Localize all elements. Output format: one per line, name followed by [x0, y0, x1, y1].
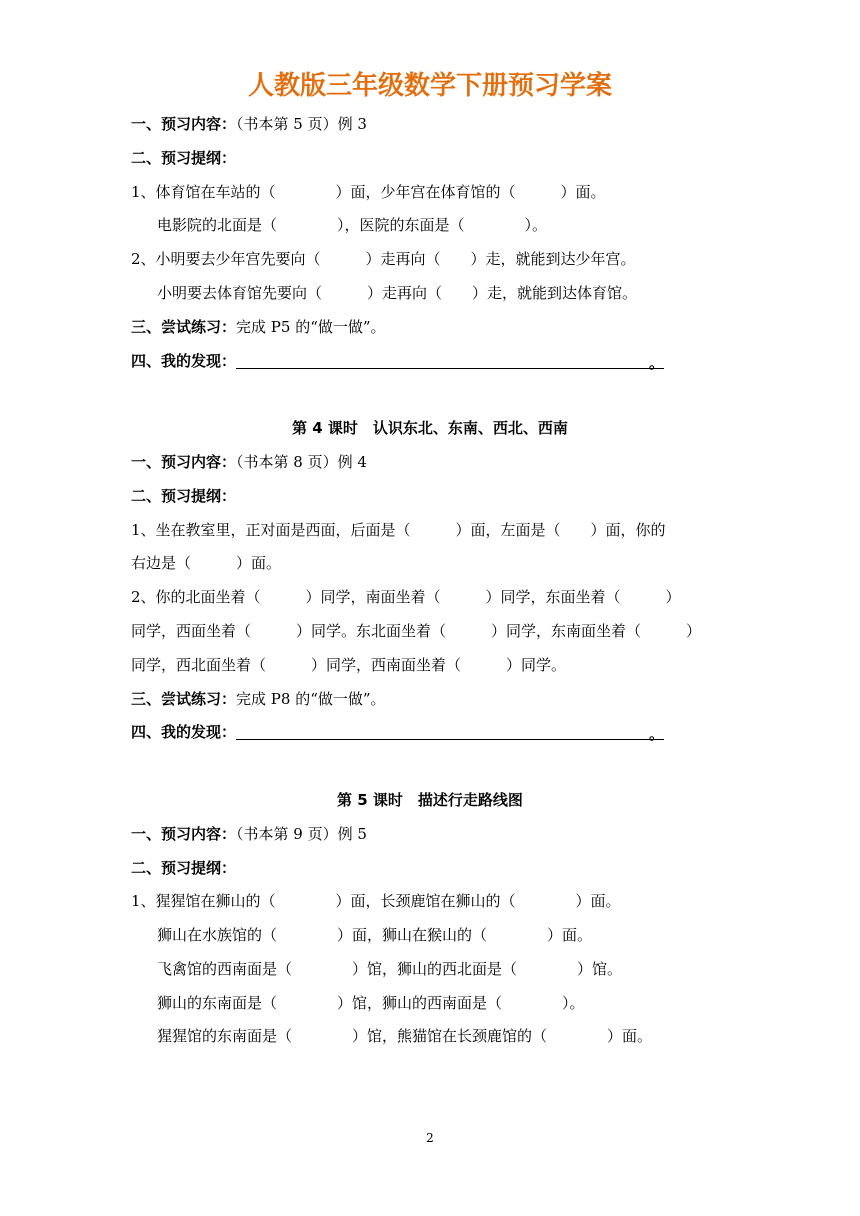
question-line: 2、小明要去少年宫先要向（ ）走再向（ ）走，就能到达少年宫。: [131, 250, 636, 268]
question-line: 飞禽馆的西南面是（ ）馆，狮山的西北面是（ ）馆。: [157, 960, 623, 978]
practice-label: 三、尝试练习：: [131, 318, 237, 336]
question-line: 电影院的北面是（ ），医院的东面是（ ）。: [157, 216, 548, 234]
discovery-line: [131, 349, 746, 373]
practice-text: 完成 P8 的“做一做”。: [236, 690, 386, 708]
preview-content-label: 一、预习内容：: [131, 115, 237, 133]
discovery-answer-blank[interactable]: [236, 720, 665, 743]
page-title: 人教版三年级数学下册预习学案: [247, 71, 612, 101]
question-line: 1、猩猩馆在狮山的（ ）面，长颈鹿馆在狮山的（ ）面。: [131, 892, 621, 910]
preview-outline-label: 二、预习提纲：: [131, 859, 237, 877]
discovery-label: 四、我的发现：: [131, 352, 237, 370]
discovery-line: [131, 720, 746, 744]
preview-content-text: （书本第 9 页）例 5: [236, 825, 367, 843]
discovery-answer-blank[interactable]: [236, 349, 665, 372]
question-line: 2、你的北面坐着（ ）同学，南面坐着（ ）同学，东面坐着（ ）: [131, 588, 681, 606]
preview-outline-label: 二、预习提纲：: [131, 149, 237, 167]
discovery-label: 四、我的发现：: [131, 723, 237, 741]
preview-outline-label: 二、预习提纲：: [131, 487, 237, 505]
lesson-title: 第 4 课时 认识东北、东南、西北、西南: [292, 419, 568, 437]
preview-content-label: 一、预习内容：: [131, 453, 237, 471]
question-line: 狮山在水族馆的（ ）面，狮山在猴山的（ ）面。: [157, 926, 593, 944]
question-line: 右边是（ ）面。: [131, 554, 282, 572]
preview-content-line: [131, 822, 746, 846]
discovery-period: 。: [649, 354, 665, 372]
question-line: 1、坐在教室里，正对面是西面，后面是（ ）面，左面是（ ）面，你的: [131, 521, 666, 539]
practice-line: [131, 687, 746, 711]
practice-line: [131, 315, 746, 339]
discovery-period: 。: [649, 725, 665, 743]
lesson-title: 第 5 课时 描述行走路线图: [337, 791, 523, 809]
preview-content-line: [131, 450, 746, 474]
question-line: 同学，西北面坐着（ ）同学，西南面坐着（ ）同学。: [131, 656, 567, 674]
question-line: 小明要去体育馆先要向（ ）走再向（ ）走，就能到达体育馆。: [157, 284, 638, 302]
practice-text: 完成 P5 的“做一做”。: [236, 318, 386, 336]
question-line: 1、体育馆在车站的（ ）面，少年宫在体育馆的（ ）面。: [131, 183, 606, 201]
preview-content-text: （书本第 8 页）例 4: [236, 453, 367, 471]
preview-content-text: （书本第 5 页）例 3: [236, 115, 367, 133]
question-line: 同学，西面坐着（ ）同学。东北面坐着（ ）同学，东南面坐着（ ）: [131, 622, 702, 640]
practice-label: 三、尝试练习：: [131, 690, 237, 708]
preview-content-line: [131, 112, 746, 136]
page-number: 2: [426, 1131, 434, 1145]
question-line: 猩猩馆的东南面是（ ）馆，熊猫馆在长颈鹿馆的（ ）面。: [157, 1027, 653, 1045]
question-line: 狮山的东南面是（ ）馆，狮山的西南面是（ ）。: [157, 994, 585, 1012]
preview-content-label: 一、预习内容：: [131, 825, 237, 843]
